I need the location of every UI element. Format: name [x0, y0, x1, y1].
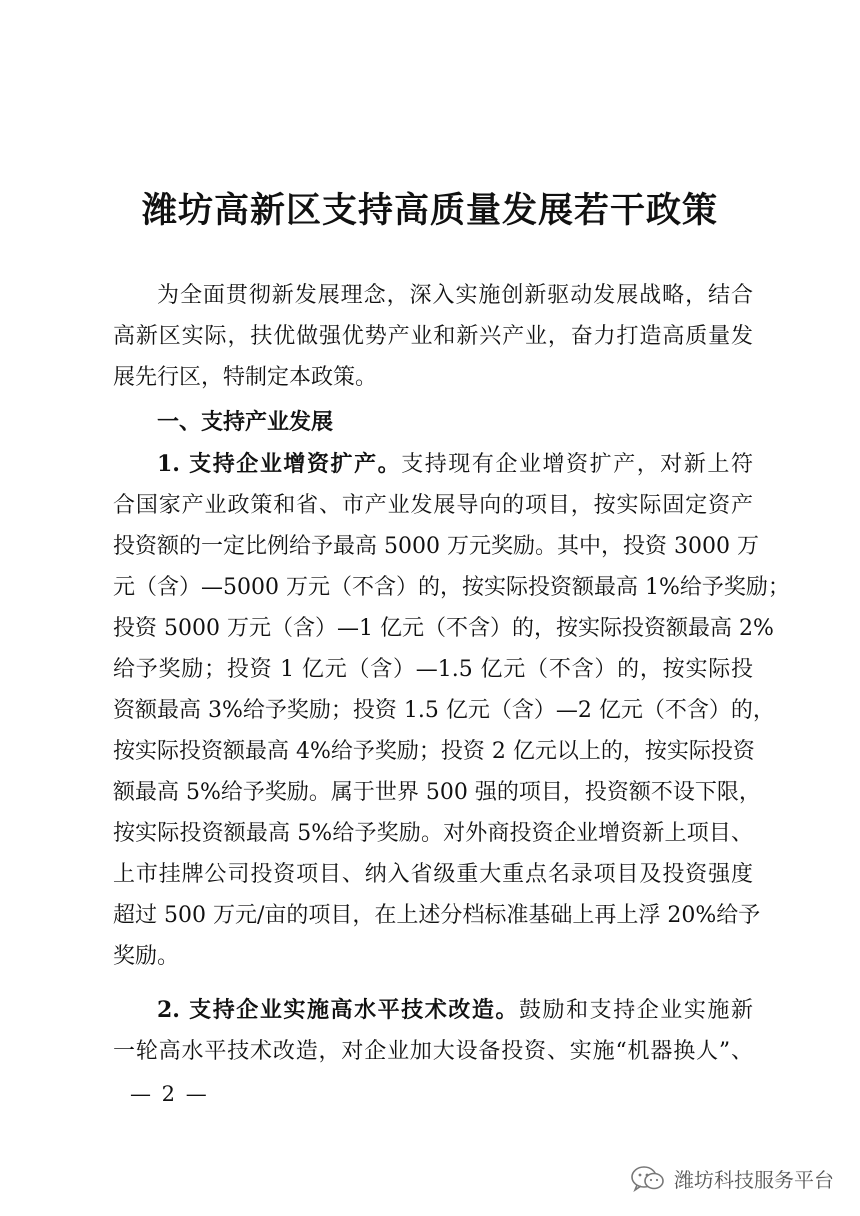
item-1-line: 按实际投资额最高 5%给予奖励。对外商投资企业增资新上项目、	[113, 821, 753, 846]
intro-paragraph	[113, 275, 753, 398]
item-2-title: 2. 支持企业实施高水平技术改造。	[157, 997, 519, 1023]
section-heading	[113, 402, 753, 443]
item-2-line: 一轮高水平技术改造，对企业加大设备投资、实施“机器换人”、	[113, 1039, 753, 1064]
item-1-title: 1. 支持企业增资扩产。	[157, 451, 402, 477]
document-title: 潍坊高新区支持高质量发展若干政策	[141, 190, 718, 231]
page-number: — 2 —	[130, 1082, 209, 1106]
intro-line-2: 高新区实际，扶优做强优势产业和新兴产业，奋力打造高质量发	[113, 324, 753, 349]
watermark	[630, 1164, 834, 1193]
item-1-line: 按实际投资额最高 4%给予奖励；投资 2 亿元以上的，按实际投资	[113, 739, 755, 764]
item-1-line: 合国家产业政策和省、市产业发展导向的项目，按实际固定资产	[113, 493, 753, 518]
item-1-line: 额最高 5%给予奖励。属于世界 500 强的项目，投资额不设下限，	[113, 780, 761, 805]
item-1-paragraph	[113, 444, 790, 977]
item-1-line: 奖励。	[113, 944, 180, 969]
item-1-line: 超过 500 万元/亩的项目，在上述分档标准基础上再上浮 20%给予	[113, 903, 761, 928]
item-2-paragraph	[113, 990, 753, 1072]
item-1-line: 元（含）—5000 万元（不含）的，按实际投资额最高 1%给予奖励；	[113, 575, 790, 600]
section-heading-text: 一、支持产业发展	[157, 410, 334, 435]
item-1-first-line	[113, 444, 753, 485]
item-1-line: 资额最高 3%给予奖励；投资 1.5 亿元（含）—2 亿元（不含）的，	[113, 698, 775, 723]
item-2-first-line	[113, 990, 753, 1031]
item-1-line: 投资 5000 万元（含）—1 亿元（不含）的，按实际投资额最高 2%	[113, 616, 774, 641]
wechat-icon	[630, 1165, 666, 1193]
item-1-first-rest: 支持现有企业增资扩产，对新上符	[401, 452, 753, 477]
intro-line-1: 为全面贯彻新发展理念，深入实施创新驱动发展战略，结合	[157, 283, 753, 308]
item-1-line: 投资额的一定比例给予最高 5000 万元奖励。其中，投资 3000 万	[113, 534, 759, 559]
item-1-line: 给予奖励；投资 1 亿元（含）—1.5 亿元（不含）的，按实际投	[113, 657, 753, 682]
intro-line-3: 展先行区，特制定本政策。	[113, 365, 378, 390]
item-2-first-rest: 鼓励和支持企业实施新	[518, 998, 753, 1023]
item-1-line: 上市挂牌公司投资项目、纳入省级重大重点名录项目及投资强度	[113, 862, 753, 887]
watermark-text: 潍坊科技服务平台	[674, 1168, 834, 1192]
